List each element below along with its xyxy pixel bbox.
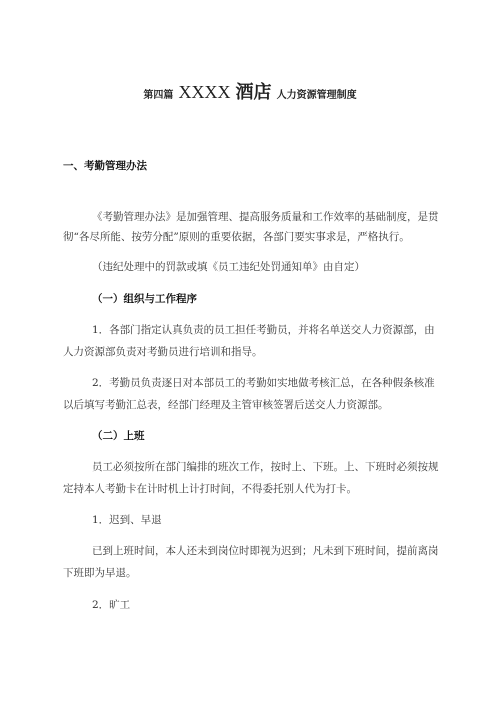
item-heading: 1．迟到、早退 [92,514,162,526]
paragraph-line: 彻“各尽所能、按劳分配”原则的重要依据，各部门要实事求是，严格执行。 [63,231,410,243]
paragraph-line: 以后填写考勤汇总表，经部门经理及主管审核签署后送交人力资源部。 [63,399,389,411]
item-heading: 2．旷工 [92,599,131,611]
section-heading-attendance: 一、考勤管理办法 [63,160,147,172]
title-suffix: 人力资源管理制度 [276,90,357,101]
paragraph-line: 定持本人考勤卡在计时机上计打时间，不得委托别人代为打卡。 [63,483,357,495]
paragraph-line: 《考勤管理办法》是加强管理、提高服务质量和工作效率的基础制度，是贯 [92,211,439,223]
paragraph-line: 2．考勤员负责逐日对本部员工的考勤如实地做考核汇总，在各种假条核准 [92,377,435,389]
paragraph-line: 人力资源部负责对考勤员进行培训和指导。 [63,346,263,358]
title-prefix: 第四篇 [143,90,174,101]
paragraph-line: 已到上班时间，本人还未到岗位时即视为迟到；凡未到下班时间，提前离岗 [92,545,439,557]
subheading-organization: （一）组织与工作程序 [92,293,197,305]
paragraph-line: 下班即为早退。 [63,567,137,579]
paragraph-line: 1．各部门指定认真负责的员工担任考勤员，并将名单送交人力资源部，由 [92,324,435,336]
document-title [0,78,500,104]
title-hotel: 酒店 [235,82,272,103]
paragraph-note: （违纪处理中的罚款或填《员工违纪处罚通知单》由自定） [92,261,365,273]
subheading-work: （二）上班 [92,430,145,442]
paragraph-line: 员工必须按所在部门编排的班次工作，按时上、下班。上、下班时必须按规 [92,461,439,473]
title-code: XXXX [178,82,231,102]
